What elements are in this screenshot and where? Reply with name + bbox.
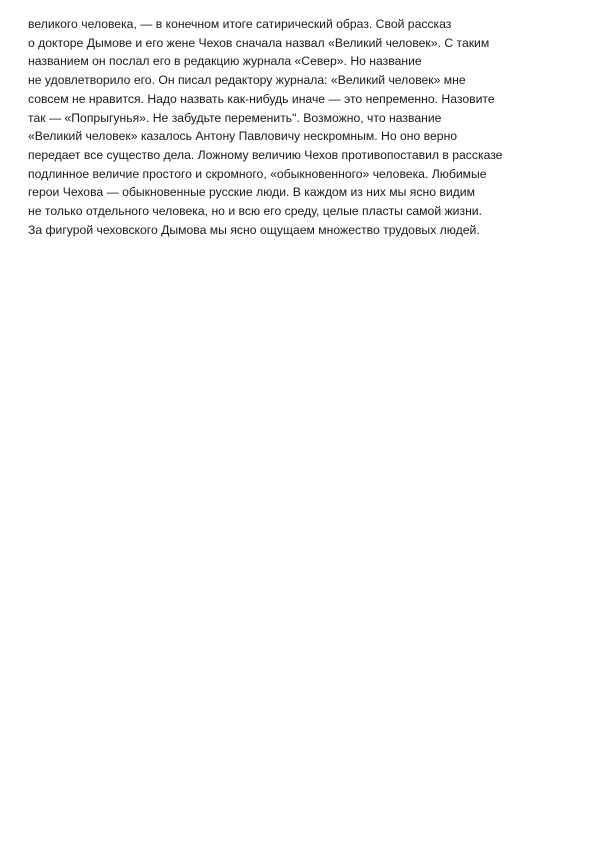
text-line: о докторе Дымове и его жене Чехов сначала назвал «Великий человек». С таким [28,35,490,50]
text-line: «Великий человек» казалось Антону Павловичу нескромным. Но оно верно [28,129,458,144]
text-line: великого человека, — в конечном итоге сатирический образ. Свой рассказ [28,17,452,31]
text-line: названием он послал его в редакцию журнала «Север». Но название [28,54,422,69]
text-line: герои Чехова — обыкновенные русские люди. В каждом из них мы ясно видим [28,185,475,200]
text-line: не удовлетворило его. Он писал редактору журнала: «Великий человек» мне [28,73,466,88]
text-line: подлинное величие простого и скромного, «обыкновенного» человека. Любимые [28,166,487,181]
text-line: передает все существо дела. Ложному величию Чехов противопоставил в рассказе [28,147,503,162]
body-paragraph [28,15,568,239]
text-line: совсем не нравится. Надо назвать как-нибудь иначе — это непременно. Назовите [28,91,495,106]
text-line: так — «Попрыгунья». Не забудьте переменить". Возможно, что название [28,110,442,125]
text-line: За фигурой чеховского Дымова мы ясно ощущаем множество трудовых людей. [28,222,480,237]
text-line: не только отдельного человека, но и всю его среду, целые пласты самой жизни. [28,204,483,219]
